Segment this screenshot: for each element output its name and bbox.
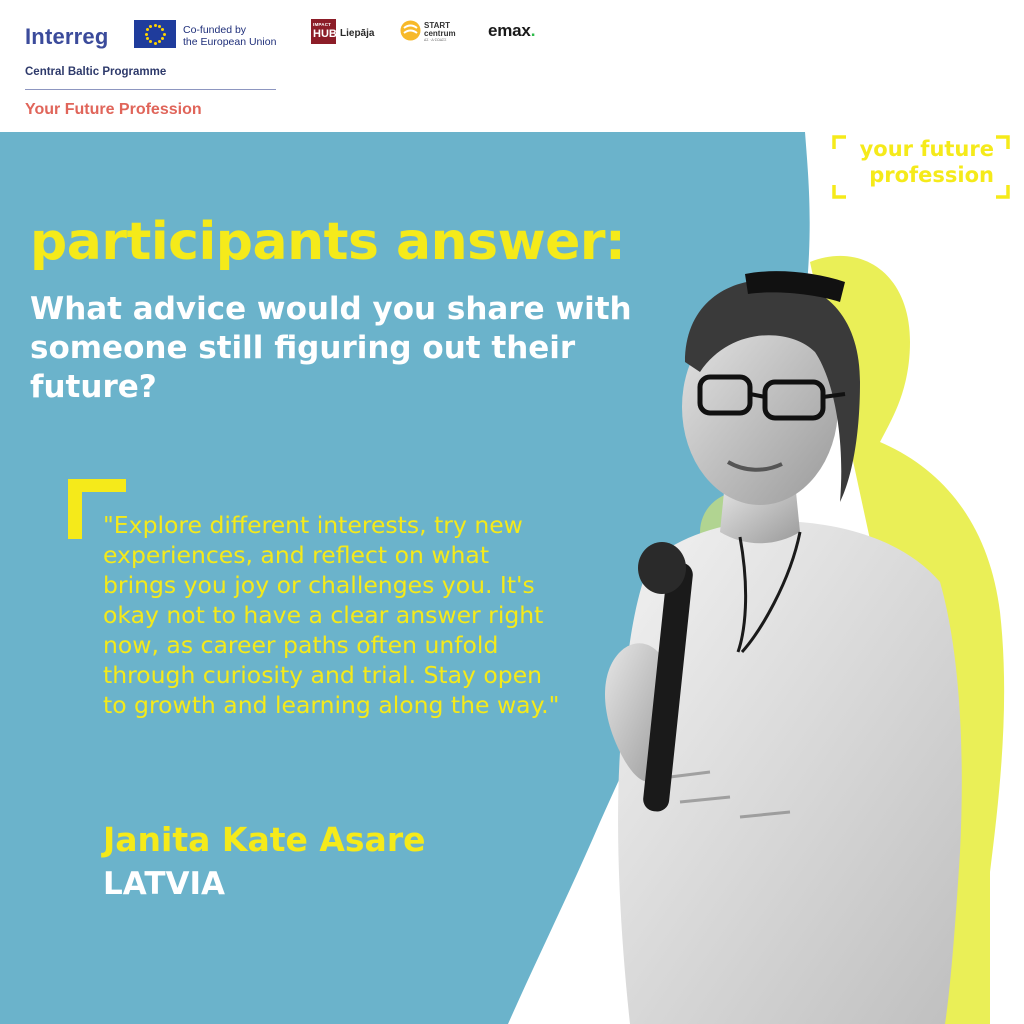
question-text: What advice would you share with someone still figuring out their future? [30, 291, 632, 405]
eu-star [163, 33, 166, 36]
cofunded-text [183, 24, 276, 48]
eu-star [149, 25, 152, 28]
eu-star [146, 28, 149, 31]
impact-hub-small-text: IMPACT [313, 22, 332, 27]
eu-star [146, 37, 149, 40]
eu-star [154, 42, 157, 45]
eu-star [154, 24, 157, 27]
emax-logo [488, 21, 535, 41]
interreg-logo: Interreg [25, 24, 109, 49]
eu-star [161, 37, 164, 40]
programme-name: Central Baltic Programme [25, 66, 167, 78]
eu-star [158, 40, 161, 43]
start-subline: ΔΣ · Δ·ΣΩΔΣΣ [424, 38, 447, 42]
participant-country: LATVIA [103, 866, 226, 902]
impact-hub-city: Liepāja [340, 28, 375, 39]
project-name: Your Future Profession [25, 101, 202, 118]
brand-tag-line-2: profession [869, 163, 994, 187]
quote-text: "Explore different interests, try new experiences, and reflect on what brings you joy or challenges you. It's okay not to have a clear answer right now, as career paths often unfold through curiosity and trial. Stay open to growth and learning along the way." [103, 511, 560, 719]
eu-star [149, 40, 152, 43]
start-line-1: START [424, 21, 451, 30]
brand-tag-line-1: your future [859, 137, 994, 161]
emax-dot: . [530, 21, 536, 40]
logo-header [0, 0, 1024, 132]
header-divider [25, 89, 276, 90]
headline: participants answer: [30, 212, 626, 272]
impact-hub-logo [311, 19, 336, 44]
brand-tag [832, 135, 1010, 199]
start-centrum-logo [424, 22, 456, 43]
main-panel [0, 132, 1024, 1024]
eu-star [161, 28, 164, 31]
cofunded-line-2: the European Union [183, 36, 277, 48]
eu-flag-icon [134, 20, 176, 48]
participant-photo [560, 232, 1024, 1024]
impact-hub-big-text: HUB [313, 28, 337, 40]
eu-star [145, 33, 148, 36]
emax-text: emax [488, 21, 531, 40]
cofunded-line-1: Co-funded by [183, 24, 247, 36]
start-centrum-icon [400, 20, 421, 41]
participant-name: Janita Kate Asare [103, 820, 426, 859]
eu-star [158, 25, 161, 28]
start-line-2: centrum [424, 29, 456, 38]
